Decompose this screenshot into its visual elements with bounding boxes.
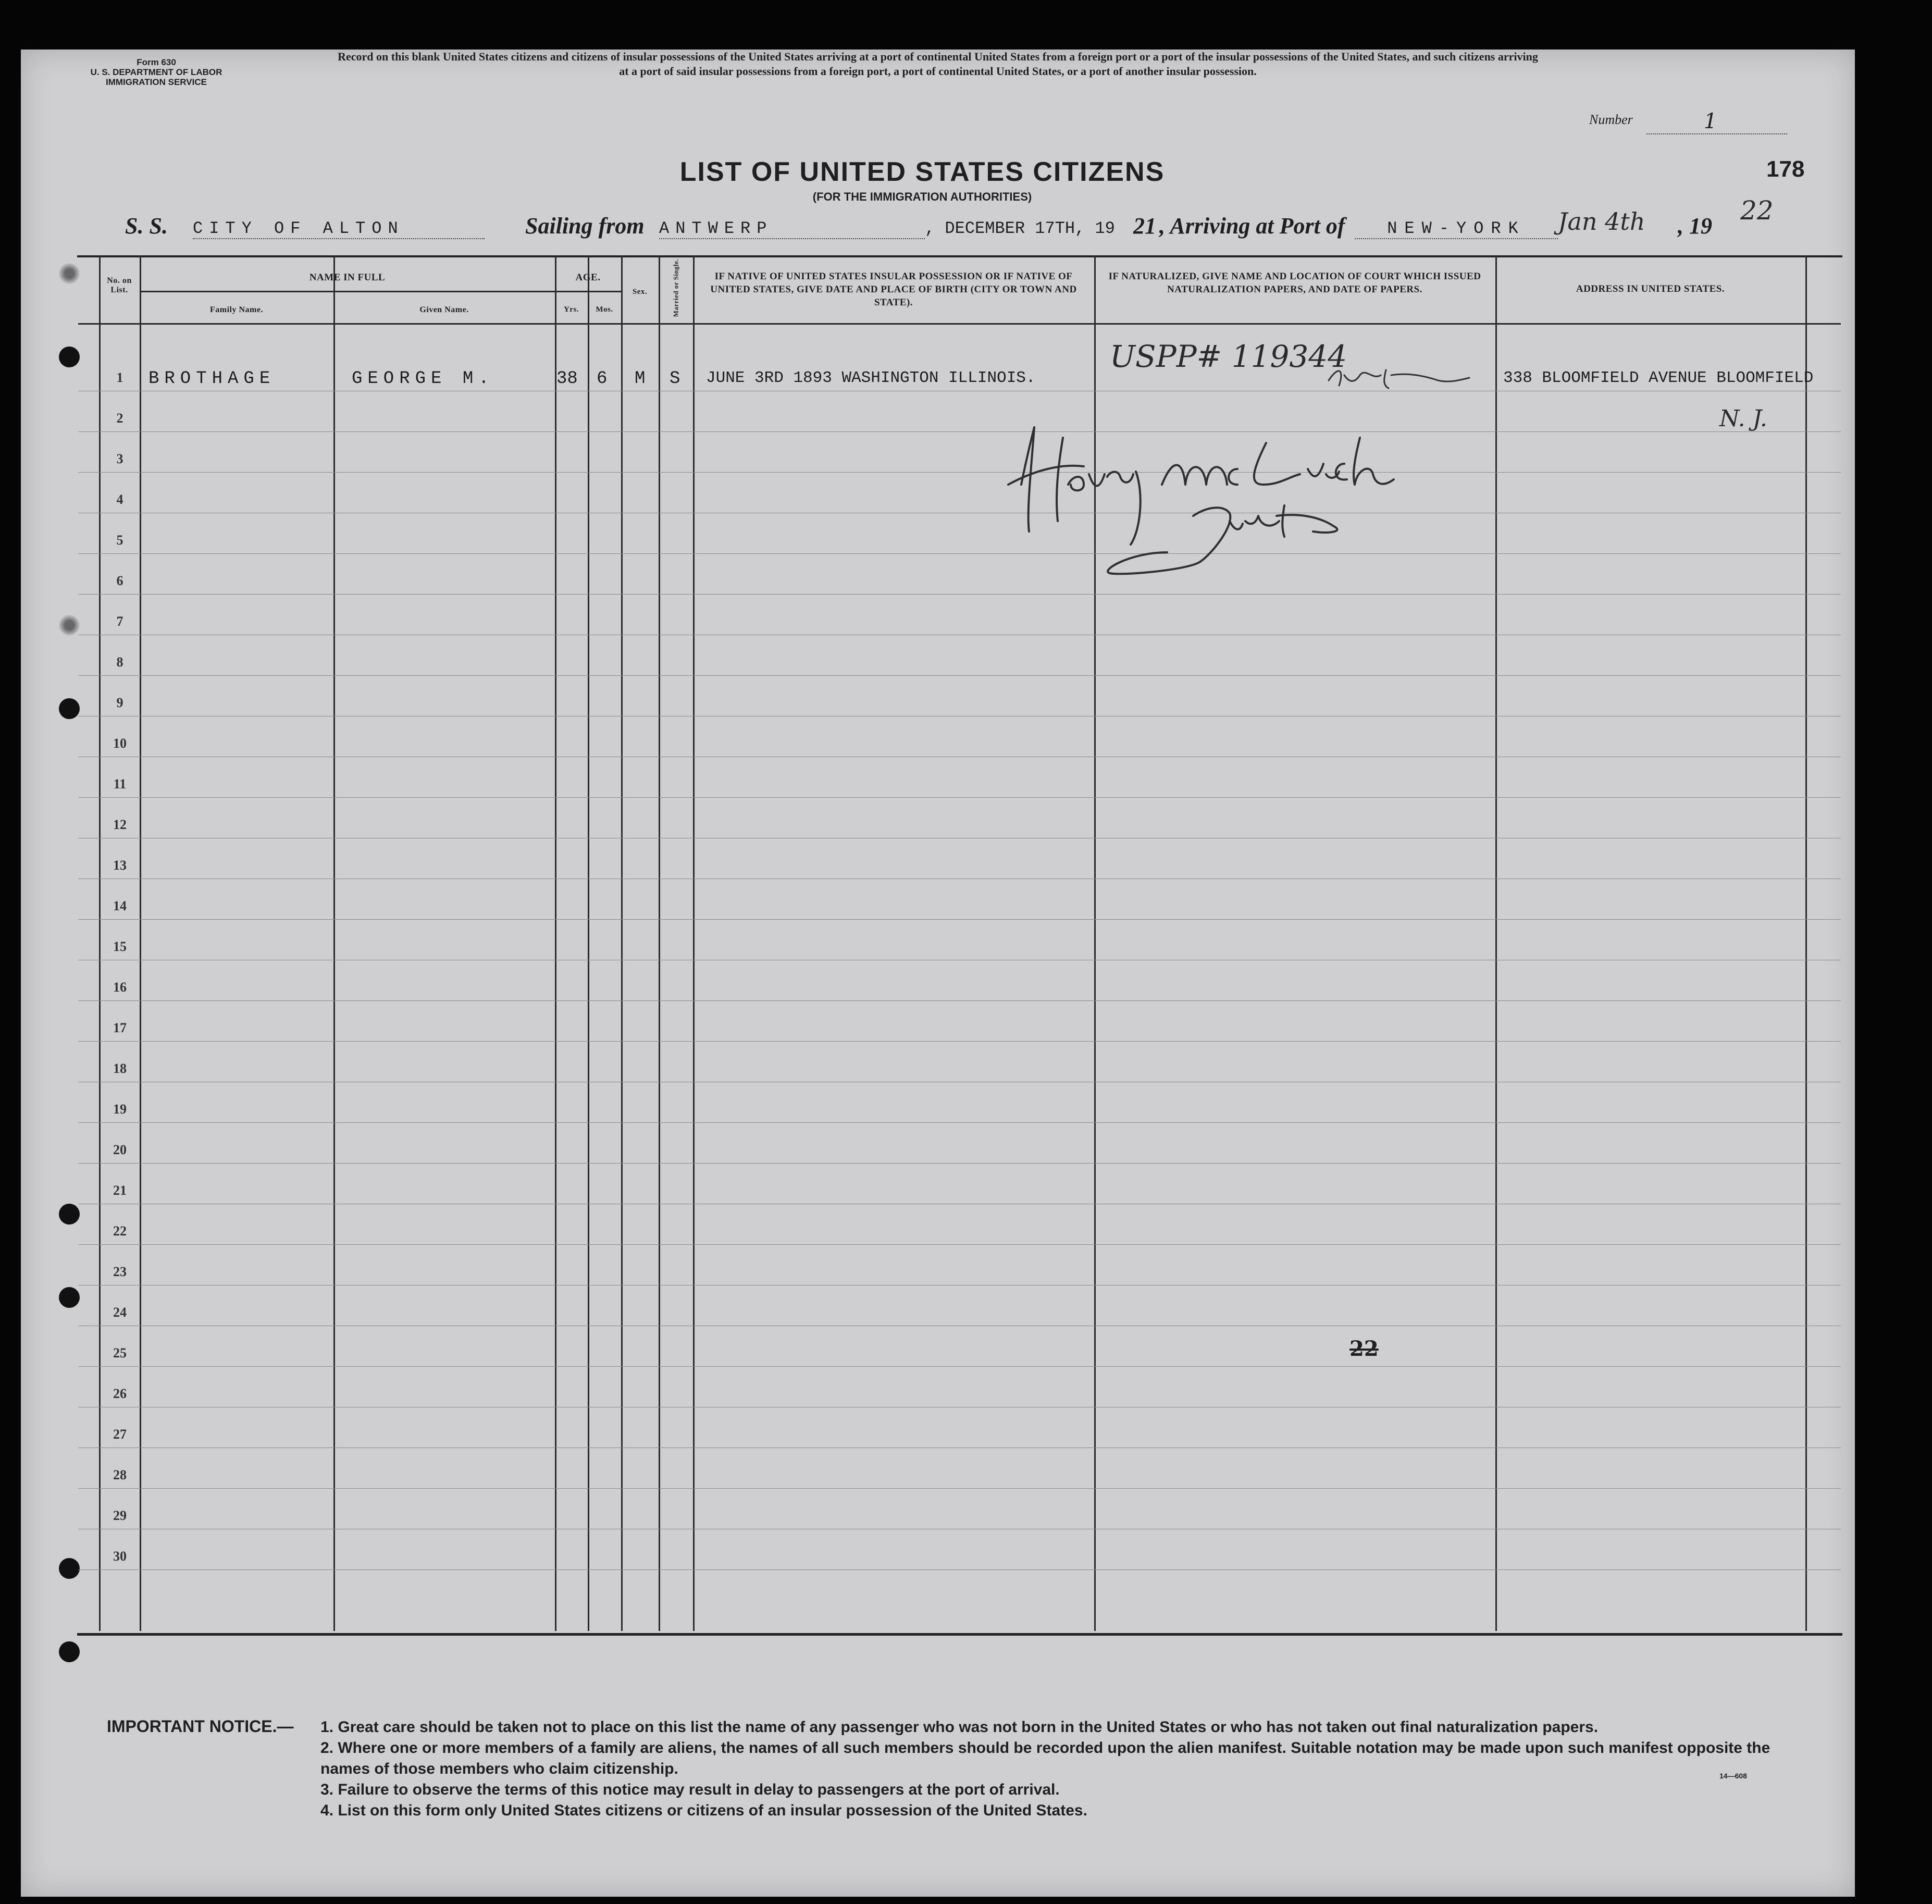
entry-address-state: N. J.: [1719, 405, 1767, 432]
row-rule: [78, 1000, 1841, 1001]
notice-item-4: 4. List on this form only United States citizens or citizens of an insular possession of the United States.: [320, 1802, 1087, 1819]
binder-hole: [59, 263, 80, 284]
ss-label: S. S.: [125, 213, 168, 239]
row-number: 27: [113, 1427, 127, 1442]
arriving-label: , Arriving at Port of: [1159, 213, 1345, 239]
number-label: Number: [1589, 112, 1633, 127]
page-subtitle: (FOR THE IMMIGRATION AUTHORITIES): [812, 190, 1032, 203]
entry-age-years: 38: [556, 369, 578, 389]
row-rule: [78, 553, 1841, 554]
inspector-initials: [1323, 360, 1480, 396]
column-divider: [555, 255, 556, 1631]
row-rule: [78, 431, 1841, 432]
row-number: 3: [116, 451, 123, 466]
row-rule: [78, 1244, 1841, 1245]
form-identifier: [78, 57, 234, 87]
notice-item-1: 1. Great care should be taken not to place on this list the name of any passenger who was not born in the United States or who has not taken out final naturalization papers.: [320, 1718, 1599, 1736]
binder-hole: [59, 1558, 80, 1579]
header-divider: [78, 323, 1841, 325]
header-name-in-full: NAME IN FULL: [309, 272, 386, 283]
binder-hole: [59, 1641, 80, 1662]
page-title: LIST OF UNITED STATES CITIZENS: [679, 157, 1165, 187]
row-number: 4: [116, 492, 123, 507]
port-from: ANTWERP: [659, 219, 925, 239]
header-no-on-list: No. on List.: [107, 276, 132, 294]
notice-heading: IMPORTANT NOTICE.—: [107, 1717, 294, 1736]
footer-form-code: 14—608: [1719, 1772, 1747, 1780]
row-number: 5: [116, 533, 123, 548]
row-number: 2: [116, 411, 123, 426]
port-to: NEW-YORK: [1355, 219, 1558, 239]
column-divider: [1805, 255, 1807, 1631]
row-number: 30: [113, 1549, 127, 1564]
header-years: Yrs.: [563, 305, 579, 314]
row-rule: [78, 1163, 1841, 1164]
column-divider: [99, 255, 101, 1631]
row-number: 26: [113, 1386, 127, 1401]
row-rule: [78, 472, 1841, 473]
arrival-date-handwritten: Jan 4th: [1558, 207, 1645, 236]
binder-hole: [59, 347, 80, 367]
row-rule: [78, 1569, 1841, 1570]
row-number: 17: [113, 1020, 127, 1035]
record-instruction: Record on this blank United States citizens and citizens of insular possessions of the United States arriving at a port of continental United States from a foreign port or a port of the insular possessions of the United States, and such citizens arriving at a port of said insular possessions from a foreign port, a port of continental United States, or a port of another insular possession.: [338, 50, 1538, 78]
row-number: 22: [113, 1223, 127, 1239]
row-number: 6: [116, 573, 123, 588]
row-rule: [78, 1122, 1841, 1123]
inspector-signature: [1006, 417, 1402, 589]
row-rule: [78, 594, 1841, 595]
header-naturalization: IF NATURALIZED, GIVE NAME AND LOCATION OF COURT WHICH ISSUED NATURALIZATION PAPERS, AND DATE OF PAPERS.: [1108, 271, 1481, 295]
column-divider: [140, 255, 141, 1631]
row-number: 13: [113, 858, 127, 873]
row-number: 18: [113, 1061, 127, 1076]
number-value: 1: [1646, 109, 1787, 134]
header-married-text: Married or Single.: [672, 258, 680, 317]
row-number: 1: [116, 370, 123, 385]
row-rule: [78, 1488, 1841, 1489]
header-age: AGE.: [575, 272, 601, 283]
row-number: 14: [113, 898, 127, 913]
row-number: 11: [113, 776, 127, 792]
row-number: 9: [116, 695, 123, 710]
column-divider: [1495, 255, 1497, 1631]
row-number: 28: [113, 1467, 127, 1482]
header-sex: Sex.: [632, 288, 648, 296]
sail-year: 21: [1133, 213, 1156, 239]
entry-given-name: GEORGE M.: [352, 369, 494, 389]
row-rule: [78, 675, 1841, 676]
entry-birth: JUNE 3RD 1893 WASHINGTON ILLINOIS.: [706, 369, 1036, 387]
row-number: 7: [116, 614, 123, 629]
sailing-label: Sailing from: [525, 213, 645, 239]
column-divider: [659, 255, 660, 1631]
row-number: 23: [113, 1264, 127, 1279]
header-address: ADDRESS IN UNITED STATES.: [1576, 283, 1725, 294]
department-name: U. S. DEPARTMENT OF LABOR: [90, 67, 222, 77]
column-divider: [693, 255, 695, 1631]
binder-hole: [59, 1204, 80, 1225]
arrival-year: 22: [1740, 195, 1774, 226]
header-given-name: Given Name.: [419, 305, 469, 314]
row-number: 12: [113, 817, 127, 832]
row-rule: [78, 1366, 1841, 1367]
service-name: IMMIGRATION SERVICE: [106, 77, 207, 87]
header-married-or-single: [659, 258, 693, 323]
row-number: 20: [113, 1142, 127, 1157]
entry-married-status: S: [670, 369, 680, 389]
entry-family-name: BROTHAGE: [148, 369, 276, 389]
ship-name: CITY OF ALTON: [193, 219, 485, 239]
entry-address: 338 BLOOMFIELD AVENUE BLOOMFIELD: [1503, 369, 1814, 387]
header-divider: [140, 291, 621, 292]
arrival-year-prefix: , 19: [1678, 213, 1712, 239]
row-rule: [78, 919, 1841, 920]
form-number: Form 630: [137, 57, 176, 67]
entry-naturalization-note: USPP# 119344: [1110, 339, 1347, 374]
binder-hole: [59, 1287, 80, 1308]
binder-hole: [59, 615, 80, 636]
row-number: 19: [113, 1102, 127, 1117]
entry-age-months: 6: [597, 369, 608, 389]
binder-hole: [59, 698, 80, 719]
row-rule: [78, 797, 1841, 798]
row-number: 21: [113, 1183, 127, 1198]
row-number: 8: [116, 654, 123, 670]
column-divider: [588, 255, 589, 1631]
column-divider: [333, 255, 335, 1631]
notice-item-2: 2. Where one or more members of a family are aliens, the names of all such members should be recorded upon the alien manifest. Suitable notation may be made upon such manifest opposite the names of those members who claim citizenship.: [320, 1739, 1770, 1777]
row-number: 29: [113, 1508, 127, 1523]
manifest-table: [77, 255, 1842, 1636]
notice-item-3: 3. Failure to observe the terms of this notice may result in delay to passengers at the port of arrival.: [320, 1781, 1060, 1798]
row-number: 16: [113, 980, 127, 995]
entry-sex: M: [635, 369, 646, 389]
header-family-name: Family Name.: [210, 305, 263, 314]
row-number: 24: [113, 1305, 127, 1320]
column-divider: [621, 255, 623, 1631]
margin-mark: 22: [1349, 1337, 1379, 1361]
header-place-of-birth: IF NATIVE OF UNITED STATES INSULAR POSSESSION OR IF NATIVE OF UNITED STATES, GIVE DATE AND PLACE OF BIRTH (CITY OR TOWN AND STATE).: [710, 271, 1077, 308]
row-number: 15: [113, 939, 127, 954]
header-months: Mos.: [596, 305, 613, 314]
page-stamp: 178: [1766, 156, 1805, 182]
row-rule: [78, 1041, 1841, 1042]
row-number: 25: [113, 1345, 127, 1361]
row-number: 10: [113, 736, 127, 751]
sail-date: , DECEMBER 17TH, 19: [925, 219, 1115, 238]
